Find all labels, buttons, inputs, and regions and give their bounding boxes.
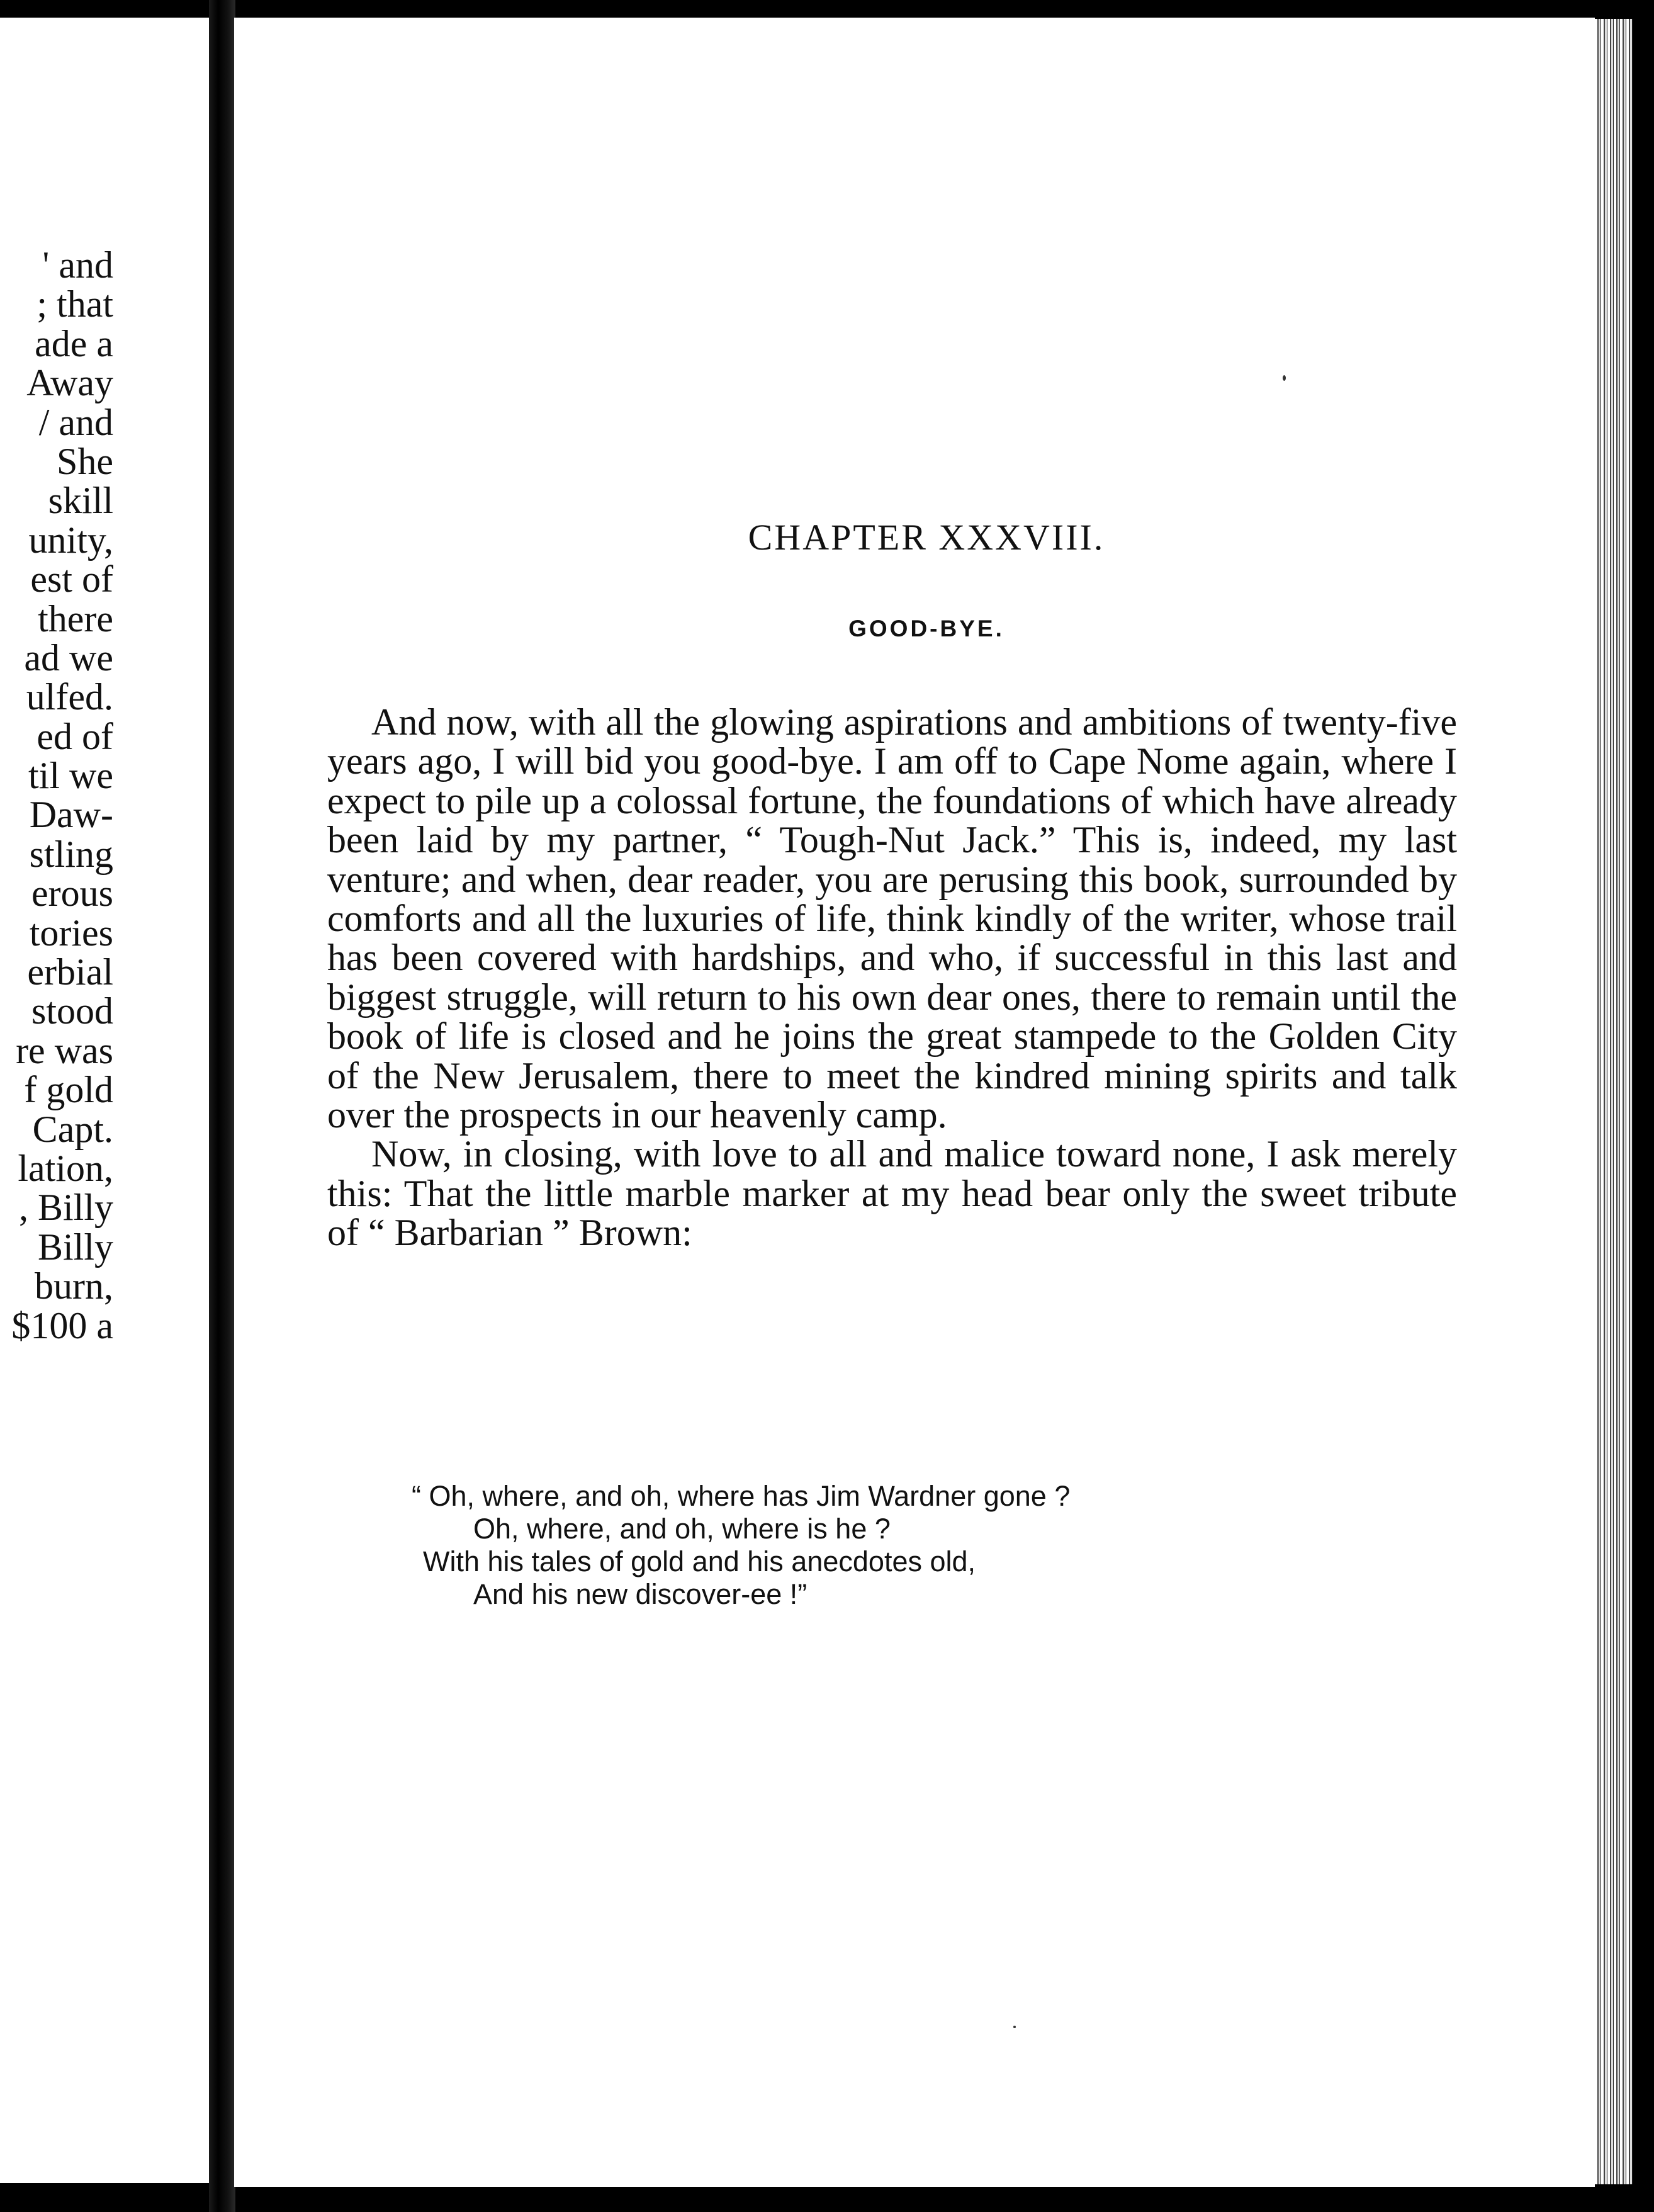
previous-page-line: ulfed. (26, 676, 113, 718)
previous-page-line: erous (31, 872, 113, 915)
previous-page-line: til we (28, 755, 113, 797)
previous-page-line: stling (29, 833, 113, 875)
previous-page-line: tories (29, 911, 113, 954)
previous-page-line: ade a (35, 322, 113, 364)
book-gutter (209, 0, 235, 2212)
previous-page-line: ; that (37, 283, 113, 325)
previous-page-line: skill (48, 480, 113, 522)
previous-page-line: f gold (24, 1069, 113, 1111)
previous-page-line: lation, (18, 1147, 113, 1189)
previous-page-text (11, 245, 113, 1345)
previous-page-line: unity, (28, 519, 113, 561)
previous-page-line: there (38, 597, 113, 640)
previous-page-line: Capt. (32, 1108, 113, 1150)
verse-line: With his tales of gold and his anecdotes old, (423, 1545, 976, 1577)
previous-page-line: burn, (35, 1265, 113, 1307)
current-page (234, 18, 1595, 2187)
previous-page-line: ' and (42, 244, 113, 286)
verse-epitaph (412, 1480, 1071, 1611)
previous-page-line: stood (31, 990, 113, 1032)
previous-page-line: Away (26, 362, 113, 404)
previous-page-line: Daw- (29, 794, 113, 836)
verse-line: Oh, where, and oh, where is he ? (473, 1513, 891, 1545)
paragraph: And now, with all the glowing aspirations and ambitions of twenty-five years ago, I will bid you good-bye. I am off to Cape Nome again, where I expect to pile up a colossal fortune, the foundations of which have already been laid by my partner, “ Tough-Nut Jack.” This is, indeed, my last venture; and when, dear reader, you are perusing this book, surrounded by comforts and all the luxuries of life, think kindly of the writer, whose trail has been covered with hardships, and who, if successful in this last and biggest struggle, will return to his own dear ones, there to remain until the book of life is closed and he joins the great stampede to the Golden City of the New Jerusalem, there to meet the kindred mining spirits and talk over the prospects in our heavenly camp. (327, 701, 1457, 1136)
previous-page (0, 18, 209, 2183)
page-edges (1595, 19, 1633, 2184)
previous-page-line: , Billy (18, 1187, 113, 1229)
previous-page-line: ed of (37, 715, 113, 757)
previous-page-line: Billy (37, 1226, 113, 1268)
scan-speck (1013, 2026, 1016, 2028)
paragraph: Now, in closing, with love to all and malice toward none, I ask merely this: That the little marble marker at my head bear only the sweet tribute of “ Barbarian ” Brown: (327, 1133, 1457, 1254)
verse-line: And his new discover-ee !” (473, 1578, 807, 1610)
previous-page-line: erbial (27, 951, 113, 993)
chapter-body (327, 703, 1457, 1253)
chapter-subtitle: GOOD-BYE. (848, 616, 1004, 641)
previous-page-line: re was (16, 1029, 113, 1071)
previous-page-line: ad we (24, 636, 113, 679)
previous-page-line: She (57, 440, 113, 482)
chapter-title: CHAPTER XXXVIII. (748, 517, 1105, 558)
verse-line: “ Oh, where, and oh, where has Jim Wardner gone ? (412, 1480, 1071, 1512)
previous-page-line: $100 a (11, 1304, 113, 1346)
previous-page-line: est of (30, 558, 113, 601)
previous-page-line: / and (38, 401, 113, 443)
scan-speck (1283, 375, 1286, 381)
